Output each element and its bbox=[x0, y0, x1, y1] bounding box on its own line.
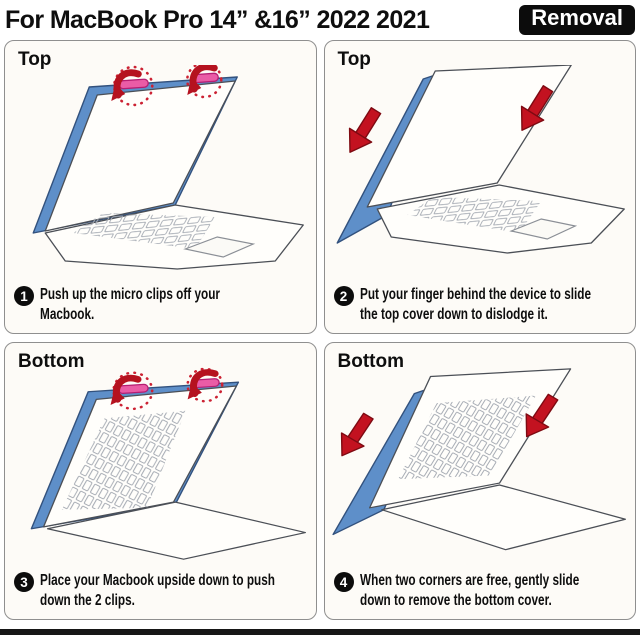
step-number-badge: 3 bbox=[14, 572, 34, 592]
step-caption bbox=[14, 571, 312, 610]
step-caption-text: Put your finger behind the device to slide the top cover down to dislodge it. bbox=[359, 286, 591, 323]
micro-clip bbox=[119, 79, 148, 89]
laptop-bottom-cover-slide-illustration bbox=[325, 367, 636, 563]
step-caption-text: Push up the micro clips off your Macbook. bbox=[40, 286, 221, 323]
step-panel-3 bbox=[4, 342, 317, 620]
laptop-top-clips-illustration bbox=[5, 65, 316, 271]
laptop-bottom-clips-illustration bbox=[5, 367, 316, 563]
area-label: Top bbox=[337, 49, 371, 70]
slide-arrow-icon bbox=[330, 410, 379, 463]
step-panel-4 bbox=[324, 342, 637, 620]
bottom-divider-bar bbox=[0, 629, 640, 635]
step-panel-1 bbox=[4, 40, 317, 334]
step-caption bbox=[334, 285, 632, 324]
area-label: Bottom bbox=[337, 351, 404, 372]
removal-badge: Removal bbox=[519, 5, 635, 34]
step-number-badge: 4 bbox=[334, 572, 354, 592]
step-panel-2 bbox=[324, 40, 637, 334]
area-label: Top bbox=[18, 49, 52, 70]
slide-arrow-icon bbox=[338, 104, 386, 159]
step-caption bbox=[334, 571, 632, 610]
steps-grid bbox=[0, 38, 640, 620]
step-caption-text: Place your Macbook upside down to push down the 2 clips. bbox=[40, 572, 275, 609]
step-caption-text: When two corners are free, gently slide down to remove the bottom cover. bbox=[359, 572, 579, 609]
laptop-top-cover-slide-illustration bbox=[325, 65, 636, 271]
step-number-badge: 2 bbox=[334, 286, 354, 306]
area-label: Bottom bbox=[18, 351, 85, 372]
header bbox=[0, 0, 640, 38]
page-title: For MacBook Pro 14” &16” 2022 2021 bbox=[5, 5, 430, 34]
step-number-badge: 1 bbox=[14, 286, 34, 306]
step-caption bbox=[14, 285, 312, 324]
micro-clip bbox=[118, 384, 148, 394]
